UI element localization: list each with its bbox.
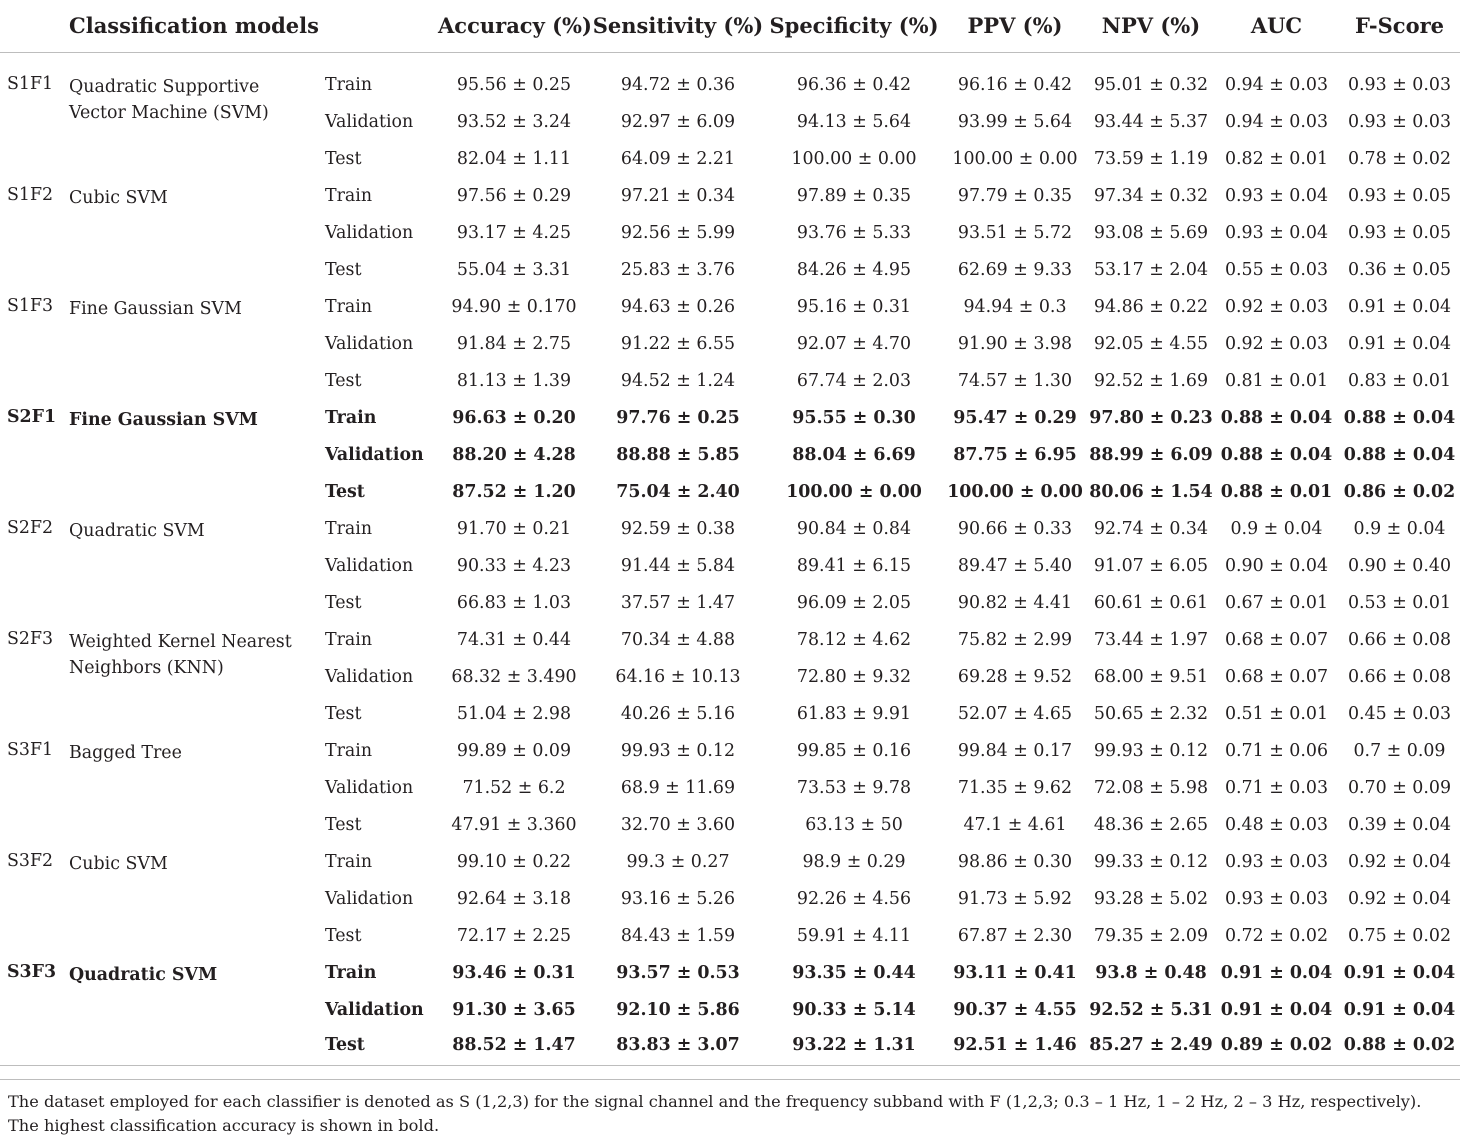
cell-accuracy: 82.04 ± 1.11 (456, 148, 572, 169)
cell-specificity: 72.80 ± 9.32 (796, 666, 912, 687)
cell-specificity: 90.84 ± 0.84 (796, 518, 912, 539)
cell-fscore: 0.93 ± 0.05 (1347, 185, 1452, 206)
split-label: Test (325, 481, 365, 502)
cell-sensitivity: 75.04 ± 2.40 (616, 481, 740, 502)
cell-sensitivity: 94.63 ± 0.26 (620, 296, 736, 317)
cell-ppv: 99.84 ± 0.17 (957, 740, 1073, 761)
cell-auc: 0.92 ± 0.03 (1224, 333, 1329, 354)
cell-npv: 95.01 ± 0.32 (1093, 74, 1209, 95)
cell-ppv: 69.28 ± 9.52 (957, 666, 1073, 687)
cell-ppv: 100.00 ± 0.00 (952, 148, 1078, 169)
cell-fscore: 0.88 ± 0.04 (1343, 407, 1456, 428)
cell-auc: 0.93 ± 0.04 (1224, 222, 1329, 243)
cell-ppv: 75.82 ± 2.99 (957, 629, 1073, 650)
cell-specificity: 96.09 ± 2.05 (796, 592, 912, 613)
cell-ppv: 52.07 ± 4.65 (957, 703, 1073, 724)
cell-fscore: 0.45 ± 0.03 (1347, 703, 1452, 724)
cell-npv: 92.74 ± 0.34 (1093, 518, 1209, 539)
cell-specificity: 97.89 ± 0.35 (796, 185, 912, 206)
cell-auc: 0.48 ± 0.03 (1224, 814, 1329, 835)
cell-ppv: 47.1 ± 4.61 (963, 814, 1067, 835)
split-label: Train (325, 962, 377, 983)
cell-fscore: 0.7 ± 0.09 (1353, 740, 1446, 761)
cell-npv: 48.36 ± 2.65 (1093, 814, 1209, 835)
cell-auc: 0.68 ± 0.07 (1224, 629, 1329, 650)
dataset-id: S1F3 (7, 295, 54, 316)
cell-fscore: 0.91 ± 0.04 (1343, 962, 1456, 983)
cell-npv: 94.86 ± 0.22 (1093, 296, 1209, 317)
cell-npv: 68.00 ± 9.51 (1093, 666, 1209, 687)
cell-fscore: 0.66 ± 0.08 (1347, 629, 1452, 650)
cell-fscore: 0.66 ± 0.08 (1347, 666, 1452, 687)
table-row (0, 400, 1460, 437)
cell-ppv: 97.79 ± 0.35 (957, 185, 1073, 206)
cell-fscore: 0.91 ± 0.04 (1347, 333, 1452, 354)
cell-sensitivity: 83.83 ± 3.07 (616, 1035, 740, 1056)
table-bottom-rule (0, 1066, 1460, 1080)
cell-fscore: 0.39 ± 0.04 (1347, 814, 1452, 835)
table-body (0, 53, 1460, 1080)
cell-specificity: 92.07 ± 4.70 (796, 333, 912, 354)
cell-sensitivity: 91.44 ± 5.84 (620, 555, 736, 576)
cell-sensitivity: 64.09 ± 2.21 (620, 148, 736, 169)
header-fscore: F-Score (1339, 0, 1460, 53)
model-name: Quadratic SVM (69, 964, 218, 985)
cell-auc: 0.68 ± 0.07 (1224, 666, 1329, 687)
split-label: Validation (325, 333, 414, 354)
cell-specificity: 93.76 ± 5.33 (796, 222, 912, 243)
model-name: Bagged Tree (69, 742, 182, 763)
cell-accuracy: 68.32 ± 3.490 (451, 666, 577, 687)
cell-accuracy: 47.91 ± 3.360 (451, 814, 577, 835)
cell-npv: 50.65 ± 2.32 (1093, 703, 1209, 724)
cell-specificity: 78.12 ± 4.62 (796, 629, 912, 650)
model-name: Fine Gaussian SVM (69, 298, 242, 319)
table-bottom-spacer (0, 1066, 1460, 1080)
cell-npv: 53.17 ± 2.04 (1093, 259, 1209, 280)
cell-ppv: 93.99 ± 5.64 (957, 111, 1073, 132)
table-row (0, 67, 1460, 104)
cell-ppv: 95.47 ± 0.29 (953, 407, 1077, 428)
model-name: Quadratic Supportive Vector Machine (SVM) (69, 76, 269, 124)
cell-specificity: 90.33 ± 5.14 (792, 999, 916, 1020)
cell-sensitivity: 92.59 ± 0.38 (620, 518, 736, 539)
cell-sensitivity: 84.43 ± 1.59 (620, 925, 736, 946)
cell-fscore: 0.92 ± 0.04 (1347, 888, 1452, 909)
table-row (0, 844, 1460, 881)
cell-auc: 0.93 ± 0.03 (1224, 888, 1329, 909)
cell-accuracy: 88.20 ± 4.28 (452, 444, 576, 465)
table-header (0, 0, 1460, 53)
cell-auc: 0.55 ± 0.03 (1224, 259, 1329, 280)
split-label: Test (325, 925, 362, 946)
cell-auc: 0.93 ± 0.03 (1224, 851, 1329, 872)
dataset-id: S2F3 (7, 628, 54, 649)
header-accuracy: Accuracy (%) (438, 0, 590, 53)
cell-ppv: 89.47 ± 5.40 (957, 555, 1073, 576)
dataset-id: S3F1 (7, 739, 54, 760)
split-label: Test (325, 148, 362, 169)
cell-fscore: 0.88 ± 0.02 (1343, 1035, 1456, 1056)
cell-fscore: 0.9 ± 0.04 (1353, 518, 1446, 539)
table-row (0, 289, 1460, 326)
cell-fscore: 0.53 ± 0.01 (1347, 592, 1452, 613)
cell-ppv: 90.82 ± 4.41 (957, 592, 1073, 613)
cell-accuracy: 72.17 ± 2.25 (456, 925, 572, 946)
header-sensitivity: Sensitivity (%) (590, 0, 766, 53)
table-row (0, 955, 1460, 992)
cell-specificity: 93.35 ± 0.44 (792, 962, 916, 983)
cell-specificity: 99.85 ± 0.16 (796, 740, 912, 761)
cell-fscore: 0.93 ± 0.03 (1347, 74, 1452, 95)
header-split (321, 0, 438, 53)
table-row (0, 178, 1460, 215)
split-label: Validation (325, 444, 424, 465)
cell-npv: 85.27 ± 2.49 (1089, 1035, 1213, 1056)
split-label: Train (325, 629, 373, 650)
cell-sensitivity: 94.72 ± 0.36 (620, 74, 736, 95)
cell-sensitivity: 32.70 ± 3.60 (620, 814, 736, 835)
cell-accuracy: 81.13 ± 1.39 (456, 370, 572, 391)
cell-auc: 0.67 ± 0.01 (1224, 592, 1329, 613)
cell-specificity: 94.13 ± 5.64 (796, 111, 912, 132)
model-name: Weighted Kernel Nearest Neighbors (KNN) (69, 631, 292, 679)
cell-accuracy: 91.30 ± 3.65 (452, 999, 576, 1020)
split-label: Train (325, 740, 373, 761)
split-label: Test (325, 592, 362, 613)
cell-fscore: 0.70 ± 0.09 (1347, 777, 1452, 798)
cell-npv: 73.44 ± 1.97 (1093, 629, 1209, 650)
cell-fscore: 0.93 ± 0.03 (1347, 111, 1452, 132)
cell-accuracy: 97.56 ± 0.29 (456, 185, 572, 206)
model-name: Fine Gaussian SVM (69, 409, 258, 430)
cell-fscore: 0.90 ± 0.40 (1347, 555, 1452, 576)
cell-sensitivity: 92.10 ± 5.86 (616, 999, 740, 1020)
cell-sensitivity: 37.57 ± 1.47 (620, 592, 736, 613)
table-footnote: The dataset employed for each classifier is denoted as S (1,2,3) for the signal channel and the frequency subband with F (1,2,3; 0.3 – 1 Hz, 1 – 2 Hz, 2 – 3 Hz, respectively). The highest classification accuracy is shown in bold. (8, 1092, 1422, 1136)
cell-auc: 0.89 ± 0.02 (1220, 1035, 1333, 1056)
cell-accuracy: 93.17 ± 4.25 (456, 222, 572, 243)
cell-fscore: 0.91 ± 0.04 (1347, 296, 1452, 317)
split-label: Validation (325, 222, 414, 243)
cell-npv: 92.05 ± 4.55 (1093, 333, 1209, 354)
cell-sensitivity: 99.93 ± 0.12 (620, 740, 736, 761)
cell-ppv: 90.66 ± 0.33 (957, 518, 1073, 539)
cell-ppv: 93.51 ± 5.72 (957, 222, 1073, 243)
cell-npv: 92.52 ± 1.69 (1093, 370, 1209, 391)
cell-accuracy: 95.56 ± 0.25 (456, 74, 572, 95)
cell-specificity: 63.13 ± 50 (805, 814, 903, 835)
header-models: Classification models (63, 0, 321, 53)
cell-fscore: 0.91 ± 0.04 (1343, 999, 1456, 1020)
table-row (0, 622, 1460, 659)
dataset-id: S2F1 (7, 406, 57, 427)
cell-accuracy: 87.52 ± 1.20 (452, 481, 576, 502)
cell-specificity: 92.26 ± 4.56 (796, 888, 912, 909)
cell-ppv: 93.11 ± 0.41 (953, 962, 1077, 983)
split-label: Validation (325, 111, 414, 132)
header-auc: AUC (1214, 0, 1339, 53)
cell-npv: 79.35 ± 2.09 (1093, 925, 1209, 946)
model-name: Quadratic SVM (69, 520, 205, 541)
cell-accuracy: 93.46 ± 0.31 (452, 962, 576, 983)
cell-specificity: 88.04 ± 6.69 (792, 444, 916, 465)
dataset-id: S2F2 (7, 517, 54, 538)
table-row (0, 511, 1460, 548)
cell-accuracy: 90.33 ± 4.23 (456, 555, 572, 576)
dataset-id: S3F2 (7, 850, 54, 871)
header-id (0, 0, 63, 53)
dataset-id: S1F1 (7, 73, 54, 94)
split-label: Train (325, 518, 373, 539)
cell-accuracy: 91.84 ± 2.75 (456, 333, 572, 354)
cell-sensitivity: 64.16 ± 10.13 (615, 666, 741, 687)
cell-auc: 0.72 ± 0.02 (1224, 925, 1329, 946)
cell-ppv: 94.94 ± 0.3 (963, 296, 1067, 317)
cell-accuracy: 94.90 ± 0.170 (451, 296, 577, 317)
cell-npv: 91.07 ± 6.05 (1093, 555, 1209, 576)
cell-accuracy: 51.04 ± 2.98 (456, 703, 572, 724)
model-name: Cubic SVM (69, 853, 168, 874)
split-label: Train (325, 851, 373, 872)
cell-accuracy: 66.83 ± 1.03 (456, 592, 572, 613)
cell-npv: 60.61 ± 0.61 (1093, 592, 1209, 613)
cell-sensitivity: 68.9 ± 11.69 (620, 777, 736, 798)
cell-fscore: 0.36 ± 0.05 (1347, 259, 1452, 280)
cell-ppv: 71.35 ± 9.62 (957, 777, 1073, 798)
spacer-cell (0, 53, 1460, 67)
cell-ppv: 74.57 ± 1.30 (957, 370, 1073, 391)
cell-ppv: 62.69 ± 9.33 (957, 259, 1073, 280)
cell-ppv: 98.86 ± 0.30 (957, 851, 1073, 872)
cell-auc: 0.82 ± 0.01 (1224, 148, 1329, 169)
header-specificity: Specificity (%) (766, 0, 942, 53)
split-label: Train (325, 74, 373, 95)
cell-sensitivity: 25.83 ± 3.76 (620, 259, 736, 280)
cell-accuracy: 93.52 ± 3.24 (456, 111, 572, 132)
cell-npv: 93.8 ± 0.48 (1095, 962, 1207, 983)
split-label: Train (325, 185, 373, 206)
cell-accuracy: 96.63 ± 0.20 (452, 407, 576, 428)
cell-auc: 0.71 ± 0.03 (1224, 777, 1329, 798)
cell-ppv: 92.51 ± 1.46 (953, 1035, 1077, 1056)
table-row (0, 733, 1460, 770)
cell-npv: 88.99 ± 6.09 (1089, 444, 1213, 465)
cell-specificity: 73.53 ± 9.78 (796, 777, 912, 798)
split-label: Validation (325, 666, 414, 687)
cell-accuracy: 74.31 ± 0.44 (456, 629, 572, 650)
cell-sensitivity: 93.16 ± 5.26 (620, 888, 736, 909)
cell-specificity: 59.91 ± 4.11 (796, 925, 912, 946)
cell-ppv: 90.37 ± 4.55 (953, 999, 1077, 1020)
split-label: Test (325, 259, 362, 280)
cell-auc: 0.71 ± 0.06 (1224, 740, 1329, 761)
cell-accuracy: 91.70 ± 0.21 (456, 518, 572, 539)
cell-accuracy: 71.52 ± 6.2 (462, 777, 566, 798)
cell-fscore: 0.86 ± 0.02 (1343, 481, 1456, 502)
cell-sensitivity: 97.76 ± 0.25 (616, 407, 740, 428)
cell-auc: 0.91 ± 0.04 (1220, 999, 1333, 1020)
model-name: Cubic SVM (69, 187, 168, 208)
cell-sensitivity: 40.26 ± 5.16 (620, 703, 736, 724)
split-label: Test (325, 370, 362, 391)
cell-specificity: 100.00 ± 0.00 (786, 481, 922, 502)
cell-auc: 0.88 ± 0.04 (1220, 444, 1333, 465)
cell-npv: 99.33 ± 0.12 (1093, 851, 1209, 872)
cell-ppv: 91.90 ± 3.98 (957, 333, 1073, 354)
cell-npv: 93.44 ± 5.37 (1093, 111, 1209, 132)
cell-sensitivity: 92.97 ± 6.09 (620, 111, 736, 132)
cell-npv: 97.80 ± 0.23 (1089, 407, 1213, 428)
cell-npv: 97.34 ± 0.32 (1093, 185, 1209, 206)
split-label: Validation (325, 777, 414, 798)
cell-sensitivity: 99.3 ± 0.27 (626, 851, 730, 872)
cell-npv: 93.28 ± 5.02 (1093, 888, 1209, 909)
cell-fscore: 0.78 ± 0.02 (1347, 148, 1452, 169)
cell-accuracy: 92.64 ± 3.18 (456, 888, 572, 909)
cell-auc: 0.92 ± 0.03 (1224, 296, 1329, 317)
header-ppv: PPV (%) (942, 0, 1088, 53)
split-label: Validation (325, 999, 424, 1020)
cell-ppv: 100.00 ± 0.00 (947, 481, 1083, 502)
cell-npv: 93.08 ± 5.69 (1093, 222, 1209, 243)
cell-ppv: 87.75 ± 6.95 (953, 444, 1077, 465)
split-label: Test (325, 814, 362, 835)
cell-auc: 0.94 ± 0.03 (1224, 74, 1329, 95)
cell-sensitivity: 94.52 ± 1.24 (620, 370, 736, 391)
cell-fscore: 0.88 ± 0.04 (1343, 444, 1456, 465)
cell-sensitivity: 93.57 ± 0.53 (616, 962, 740, 983)
cell-accuracy: 55.04 ± 3.31 (456, 259, 572, 280)
cell-npv: 99.93 ± 0.12 (1093, 740, 1209, 761)
cell-sensitivity: 97.21 ± 0.34 (620, 185, 736, 206)
cell-fscore: 0.93 ± 0.05 (1347, 222, 1452, 243)
cell-specificity: 61.83 ± 9.91 (796, 703, 912, 724)
split-label: Train (325, 296, 373, 317)
split-label: Test (325, 1035, 365, 1056)
cell-specificity: 67.74 ± 2.03 (796, 370, 912, 391)
cell-auc: 0.9 ± 0.04 (1230, 518, 1323, 539)
cell-auc: 0.90 ± 0.04 (1224, 555, 1329, 576)
cell-fscore: 0.92 ± 0.04 (1347, 851, 1452, 872)
split-label: Validation (325, 555, 414, 576)
cell-accuracy: 88.52 ± 1.47 (452, 1035, 576, 1056)
cell-specificity: 89.41 ± 6.15 (796, 555, 912, 576)
dataset-id: S1F2 (7, 184, 54, 205)
dataset-id: S3F3 (7, 961, 57, 982)
cell-specificity: 93.22 ± 1.31 (792, 1035, 916, 1056)
cell-specificity: 84.26 ± 4.95 (796, 259, 912, 280)
cell-accuracy: 99.10 ± 0.22 (456, 851, 572, 872)
cell-specificity: 96.36 ± 0.42 (796, 74, 912, 95)
cell-auc: 0.88 ± 0.01 (1220, 481, 1333, 502)
split-label: Validation (325, 888, 414, 909)
header-npv: NPV (%) (1088, 0, 1214, 53)
split-label: Test (325, 703, 362, 724)
cell-specificity: 100.00 ± 0.00 (791, 148, 917, 169)
cell-specificity: 95.16 ± 0.31 (796, 296, 912, 317)
cell-specificity: 98.9 ± 0.29 (802, 851, 906, 872)
cell-sensitivity: 88.88 ± 5.85 (616, 444, 740, 465)
split-label: Train (325, 407, 377, 428)
spacer-row (0, 53, 1460, 67)
cell-auc: 0.88 ± 0.04 (1220, 407, 1333, 428)
cell-npv: 92.52 ± 5.31 (1089, 999, 1213, 1020)
cell-auc: 0.91 ± 0.04 (1220, 962, 1333, 983)
cell-npv: 80.06 ± 1.54 (1089, 481, 1213, 502)
cell-ppv: 91.73 ± 5.92 (957, 888, 1073, 909)
cell-auc: 0.94 ± 0.03 (1224, 111, 1329, 132)
cell-sensitivity: 70.34 ± 4.88 (620, 629, 736, 650)
cell-accuracy: 99.89 ± 0.09 (456, 740, 572, 761)
cell-ppv: 96.16 ± 0.42 (957, 74, 1073, 95)
cell-fscore: 0.83 ± 0.01 (1347, 370, 1452, 391)
cell-npv: 72.08 ± 5.98 (1093, 777, 1209, 798)
cell-fscore: 0.75 ± 0.02 (1347, 925, 1452, 946)
cell-auc: 0.51 ± 0.01 (1224, 703, 1329, 724)
cell-sensitivity: 92.56 ± 5.99 (620, 222, 736, 243)
cell-specificity: 95.55 ± 0.30 (792, 407, 916, 428)
cell-sensitivity: 91.22 ± 6.55 (620, 333, 736, 354)
cell-auc: 0.81 ± 0.01 (1224, 370, 1329, 391)
cell-auc: 0.93 ± 0.04 (1224, 185, 1329, 206)
cell-npv: 73.59 ± 1.19 (1093, 148, 1209, 169)
cell-ppv: 67.87 ± 2.30 (957, 925, 1073, 946)
